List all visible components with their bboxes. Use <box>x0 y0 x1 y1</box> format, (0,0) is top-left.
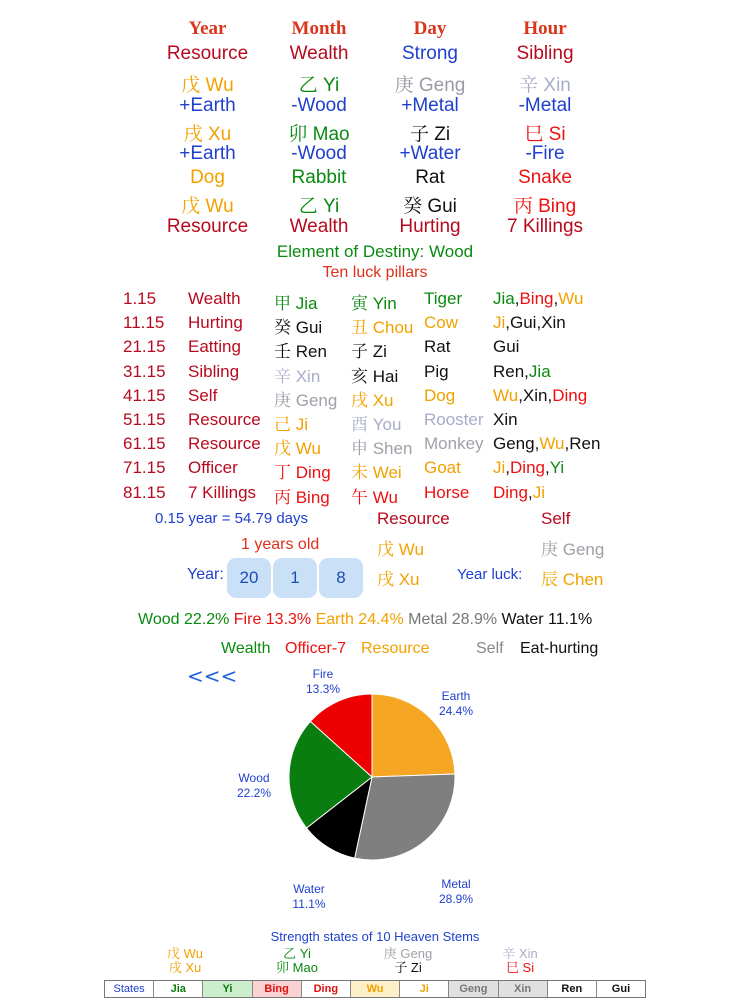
cell-ji[interactable]: Ji <box>400 981 449 997</box>
pie-value-wood: 22.2% <box>236 786 272 800</box>
year-god-bottom: Resource <box>166 216 249 237</box>
hour-branch: 巳 Si <box>524 124 566 145</box>
legend-eat-hurting: Eat-hurting <box>520 640 599 657</box>
luck-hidden-row <box>493 313 566 333</box>
month-animal: Rabbit <box>291 167 347 188</box>
earth-percent: Earth 24.4% <box>315 611 404 628</box>
strength-stem-yi: 乙 Yi <box>283 946 311 961</box>
hidden-stem-segment: Ding <box>552 385 588 405</box>
luck-row-stem: 癸 Gui <box>274 318 323 338</box>
luck-row-age: 71.15 <box>123 458 166 478</box>
hidden-stem-segment: Yi <box>549 458 565 478</box>
luck-hidden-row <box>493 386 587 406</box>
hidden-stem-segment: , <box>527 482 533 502</box>
current-year-god: Self <box>541 509 571 528</box>
hidden-stem-segment: Ding <box>493 482 528 502</box>
luck-hidden-row <box>493 337 519 357</box>
strength-branch-si: 巳 Si <box>505 960 535 975</box>
luck-row-branch: 申 Shen <box>351 439 413 459</box>
strength-branch-zi: 子 Zi <box>394 960 422 975</box>
luck-row-animal: Rat <box>424 337 451 357</box>
year-unit-button[interactable]: 8 <box>319 558 363 598</box>
month-god: Wealth <box>289 43 349 64</box>
hidden-stem-segment: Ji <box>493 458 506 478</box>
luck-hidden-row <box>493 483 545 503</box>
luck-row-animal: Pig <box>424 361 449 381</box>
hidden-stem-segment: Jia <box>493 289 515 308</box>
strength-branch-mao: 卯 Mao <box>276 960 318 975</box>
hidden-stem-segment: Ji <box>532 482 545 502</box>
luck-row-god: Self <box>188 385 218 405</box>
legend-wealth: Wealth <box>221 640 271 657</box>
hidden-stem-segment: Gui <box>493 337 520 357</box>
month-branch-element: -Wood <box>291 143 347 164</box>
hour-god: Sibling <box>516 43 574 64</box>
luck-row-branch: 亥 Hai <box>351 366 399 386</box>
legend-resource: Resource <box>361 640 430 657</box>
hour-hidden-stem: 丙 Bing <box>513 196 577 217</box>
legend-self: Self <box>476 640 504 657</box>
cell-wu[interactable]: Wu <box>351 981 400 997</box>
cell-ding[interactable]: Ding <box>302 981 351 997</box>
strength-group-wu <box>150 947 220 975</box>
cell-jia[interactable]: Jia <box>154 981 203 997</box>
element-percentages <box>138 611 592 629</box>
luck-row-stem: 壬 Ren <box>274 342 327 362</box>
luck-hidden-row <box>493 289 583 309</box>
luck-row-animal: Goat <box>424 458 461 478</box>
luck-row-age: 1.15 <box>123 289 157 308</box>
element-pie-chart <box>0 660 750 911</box>
water-percent: Water 11.1% <box>501 611 593 628</box>
pie-label-wood: Wood <box>238 771 270 785</box>
luck-row-animal: Tiger <box>424 289 463 308</box>
luck-pillars-title: Ten luck pillars <box>322 264 428 281</box>
cell-ren[interactable]: Ren <box>548 981 597 997</box>
strength-stem-xin: 辛 Xin <box>502 946 538 961</box>
pie-value-fire: 13.3% <box>305 682 341 696</box>
strength-stem-geng: 庚 Geng <box>383 946 433 961</box>
luck-row-age: 41.15 <box>123 385 166 405</box>
year-century-button[interactable]: 20 <box>227 558 271 598</box>
hour-animal: Snake <box>518 167 572 188</box>
luck-row-god: Sibling <box>188 361 240 381</box>
hidden-stem-segment: Jia <box>528 361 551 381</box>
day-branch-element: +Water <box>399 143 461 164</box>
strength-states-table <box>104 980 646 998</box>
luck-row-god: Officer <box>188 458 238 478</box>
hour-god-bottom: 7 Killings <box>506 216 584 237</box>
hidden-stem-segment: Ji <box>493 313 506 333</box>
hidden-stem-segment: ,Xin, <box>518 385 553 405</box>
luck-row-age: 11.15 <box>123 313 165 333</box>
day-stem-element: +Metal <box>401 95 459 116</box>
luck-row-animal: Monkey <box>424 434 484 454</box>
hidden-stem-segment: Wu <box>493 385 519 405</box>
month-branch: 卯 Mao <box>288 124 350 145</box>
element-of-destiny: Element of Destiny: Wood <box>276 242 474 261</box>
strength-group-xin <box>485 947 555 975</box>
current-luck-branch: 戌 Xu <box>377 570 420 589</box>
cell-states: States <box>105 981 154 997</box>
pie-label-fire: Fire <box>312 667 334 681</box>
current-luck-stem: 戊 Wu <box>377 540 424 559</box>
luck-row-age: 61.15 <box>123 434 166 454</box>
luck-row-stem: 辛 Xin <box>274 366 321 386</box>
year-stem-element: +Earth <box>179 95 236 116</box>
luck-row-branch: 午 Wu <box>351 487 398 507</box>
hidden-stem-segment: Xin <box>493 410 518 429</box>
luck-row-god: Wealth <box>188 289 241 308</box>
wood-percent: Wood 22.2% <box>138 611 230 628</box>
month-hidden-stem: 乙 Yi <box>298 196 340 217</box>
pie-label-earth: Earth <box>441 689 471 703</box>
luck-hidden-row <box>493 410 518 430</box>
day-branch: 子 Zi <box>409 124 451 145</box>
hidden-stem-segment: , <box>553 289 559 308</box>
luck-row-age: 21.15 <box>123 337 166 357</box>
current-year-branch: 辰 Chen <box>541 570 604 589</box>
header-month: Month <box>291 18 347 39</box>
year-stem: 戊 Wu <box>181 75 234 96</box>
hour-stem: 辛 Xin <box>519 75 571 96</box>
year-luck-label: Year luck: <box>457 566 523 583</box>
luck-row-branch: 戌 Xu <box>351 390 394 410</box>
header-hour: Hour <box>523 18 567 39</box>
day-god: Strong <box>402 43 458 64</box>
pie-label-water: Water <box>293 882 325 896</box>
cell-bing[interactable]: Bing <box>253 981 302 997</box>
luck-row-age: 51.15 <box>123 410 166 429</box>
cell-yi[interactable]: Yi <box>203 981 252 997</box>
month-stem: 乙 Yi <box>298 75 340 96</box>
cell-xin[interactable]: Xin <box>499 981 548 997</box>
hidden-stem-segment: , <box>505 458 511 478</box>
hidden-stem-segment: Ding <box>510 458 545 478</box>
hidden-stem-segment: Bing <box>519 289 554 308</box>
luck-row-animal: Horse <box>424 482 470 502</box>
luck-row-stem: 戊 Wu <box>274 439 321 459</box>
hidden-stem-segment: Xin <box>541 313 566 333</box>
hidden-stem-segment: , <box>544 458 550 478</box>
age-text: 1 years old <box>241 536 320 553</box>
year-decade-button[interactable]: 1 <box>273 558 317 598</box>
strength-branch-xu: 戌 Xu <box>168 960 202 975</box>
conversion-note: 0.15 year = 54.79 days <box>155 510 309 527</box>
strength-title: Strength states of 10 Heaven Stems <box>270 929 480 944</box>
luck-row-animal: Cow <box>424 313 459 333</box>
strength-group-yi <box>262 947 332 975</box>
cell-gui[interactable]: Gui <box>611 983 631 995</box>
luck-row-stem: 丙 Bing <box>274 487 330 507</box>
strength-stem-wu: 戊 Wu <box>167 946 203 961</box>
legend-officer: Officer-7 <box>285 640 347 657</box>
luck-row-god: Resource <box>188 410 261 429</box>
luck-row-branch: 寅 Yin <box>351 294 397 313</box>
month-god-bottom: Wealth <box>289 216 349 237</box>
hidden-stem-segment: ,Gui, <box>505 313 542 333</box>
year-branch-element: +Earth <box>179 143 236 164</box>
cell-geng[interactable]: Geng <box>449 981 498 997</box>
header-year: Year <box>188 18 227 39</box>
luck-row-god: 7 Killings <box>188 482 257 502</box>
month-stem-element: -Wood <box>291 95 347 116</box>
luck-row-stem: 甲 Jia <box>274 294 318 313</box>
luck-row-god: Eatting <box>188 337 241 357</box>
year-god: Resource <box>166 43 249 64</box>
pie-value-earth: 24.4% <box>438 704 474 718</box>
pie-label-metal: Metal <box>441 877 471 891</box>
hidden-stem-segment: , <box>514 289 520 308</box>
hour-stem-element: -Metal <box>518 95 572 116</box>
header-day: Day <box>413 18 447 39</box>
luck-row-age: 31.15 <box>123 361 166 381</box>
hidden-stem-segment: Wu <box>539 434 565 454</box>
luck-row-stem: 丁 Ding <box>274 463 331 483</box>
luck-hidden-row <box>493 458 564 478</box>
hidden-stem-segment: Geng, <box>493 434 540 454</box>
luck-row-stem: 庚 Geng <box>274 390 338 410</box>
day-god-bottom: Hurting <box>399 216 461 237</box>
current-luck-god: Resource <box>377 509 450 528</box>
strength-group-geng <box>373 947 443 975</box>
luck-row-branch: 酉 You <box>351 415 402 434</box>
hidden-stem-segment: ,Ren <box>564 434 601 454</box>
hour-branch-element: -Fire <box>525 143 565 164</box>
fire-percent: Fire 13.3% <box>233 611 312 628</box>
day-animal: Rat <box>415 167 445 188</box>
hidden-stem-segment: Wu <box>558 289 584 308</box>
luck-row-branch: 丑 Chou <box>351 318 414 338</box>
year-branch: 戌 Xu <box>183 124 232 145</box>
year-animal: Dog <box>190 167 225 188</box>
day-stem: 庚 Geng <box>394 75 466 96</box>
luck-row-branch: 未 Wei <box>351 463 402 483</box>
luck-row-god: Resource <box>188 434 261 454</box>
pie-value-metal: 28.9% <box>438 892 474 906</box>
luck-row-stem: 己 Ji <box>274 415 308 434</box>
luck-row-animal: Dog <box>424 385 456 405</box>
luck-row-animal: Rooster <box>424 410 484 429</box>
luck-row-branch: 子 Zi <box>351 342 387 362</box>
luck-row-god: Hurting <box>188 313 243 333</box>
year-label: Year: <box>187 566 224 583</box>
luck-row-age: 81.15 <box>123 482 166 502</box>
back-button[interactable]: <<< <box>187 664 238 688</box>
pie-value-water: 11.1% <box>292 897 326 911</box>
metal-percent: Metal 28.9% <box>408 611 498 628</box>
current-year-stem: 庚 Geng <box>541 540 605 559</box>
luck-hidden-row <box>493 362 551 382</box>
luck-hidden-row <box>493 434 600 454</box>
hidden-stem-segment: Ren, <box>493 361 529 381</box>
year-hidden-stem: 戊 Wu <box>181 196 234 217</box>
day-hidden-stem: 癸 Gui <box>403 196 457 217</box>
